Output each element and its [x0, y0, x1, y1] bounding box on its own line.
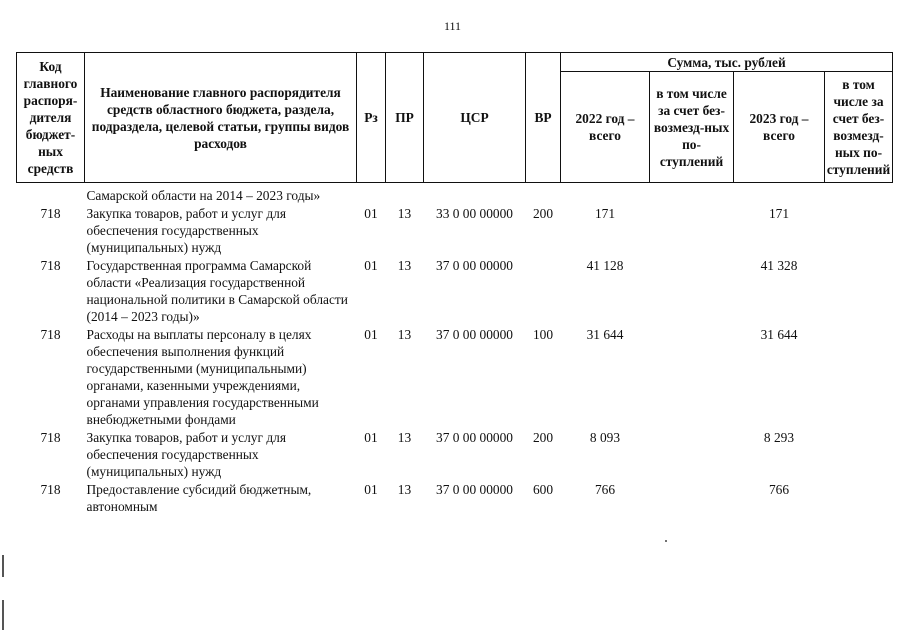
header-code: Код главного распоря-дителя бюджет-ных средств — [17, 53, 85, 183]
cell-pr: 13 — [397, 482, 412, 497]
cell-2022-total: 41 128 — [586, 258, 624, 273]
scan-speck — [665, 540, 667, 542]
cell-rz: 01 — [364, 327, 378, 342]
cell-vr — [526, 256, 561, 325]
cell-csr: 37 0 00 00000 — [436, 482, 513, 497]
cell-pr: 13 — [397, 206, 412, 221]
cell-rz: 01 — [364, 258, 378, 273]
cell-rz: 01 — [364, 206, 378, 221]
cell-name: Закупка товаров, работ и услуг для обеспечения государственных (муниципальных) нужд — [86, 430, 286, 479]
cell-vr: 200 — [532, 430, 554, 445]
cell-2023-total: 31 644 — [760, 327, 798, 342]
cell-2022-free — [650, 256, 734, 325]
cell-2023-total: 171 — [768, 206, 790, 221]
cell-csr: 37 0 00 00000 — [436, 327, 513, 342]
header-2022-free: в том числе за счет без-возмезд-ных по-ступлений — [650, 72, 734, 183]
page-number: 111 — [443, 19, 462, 33]
cell-pr: 13 — [397, 430, 412, 445]
cell-name: Государственная программа Самарской области «Реализация государственной национальной политики в Самарской области (2014 – 2023 годы)» — [86, 258, 348, 324]
cell-2022-total: 766 — [594, 482, 616, 497]
continuation-text: Самарской области на 2014 – 2023 годы» — [86, 188, 321, 203]
cell-2023-total: 8 293 — [763, 430, 795, 445]
cell-2022-total: 171 — [594, 206, 616, 221]
scan-edge-mark — [2, 555, 4, 577]
table-row — [17, 480, 893, 515]
header-2023-free: в том числе за счет без-возмезд-ных по-ступлений — [825, 72, 893, 183]
cell-2023-free — [825, 480, 893, 515]
cell-2023-free — [825, 256, 893, 325]
table-row — [17, 428, 893, 480]
header-pr: ПР — [386, 53, 424, 183]
continuation-row — [17, 183, 893, 205]
cell-csr: 33 0 00 00000 — [436, 206, 513, 221]
cell-name: Закупка товаров, работ и услуг для обеспечения государственных (муниципальных) нужд — [86, 206, 286, 255]
cell-csr: 37 0 00 00000 — [436, 430, 513, 445]
cell-2022-free — [650, 325, 734, 428]
cell-vr: 600 — [532, 482, 554, 497]
cell-2023-free — [825, 204, 893, 256]
header-2023-total: 2023 год – всего — [734, 72, 825, 183]
cell-pr: 13 — [397, 258, 412, 273]
header-vr: ВР — [526, 53, 561, 183]
cell-name: Расходы на выплаты персоналу в целях обеспечения выполнения функций государственными (муниципальными) органами, казенными учреждениями, органами управления государственными внебюджетными фондами — [86, 327, 319, 427]
cell-code: 718 — [40, 206, 61, 221]
cell-2022-free — [650, 428, 734, 480]
table-row — [17, 204, 893, 256]
cell-2023-free — [825, 428, 893, 480]
cell-2022-free — [650, 480, 734, 515]
cell-2022-total: 31 644 — [586, 327, 624, 342]
cell-rz: 01 — [364, 482, 378, 497]
cell-vr: 100 — [532, 327, 554, 342]
cell-csr: 37 0 00 00000 — [436, 258, 513, 273]
cell-vr: 200 — [532, 206, 554, 221]
cell-2023-free — [825, 325, 893, 428]
cell-name: Предоставление субсидий бюджетным, автономным — [86, 482, 312, 514]
cell-2023-total: 766 — [768, 482, 790, 497]
cell-2022-total: 8 093 — [589, 430, 621, 445]
cell-code: 718 — [40, 327, 61, 342]
header-csr: ЦСР — [424, 53, 526, 183]
header-2022-total: 2022 год – всего — [561, 72, 650, 183]
cell-rz: 01 — [364, 430, 378, 445]
header-name: Наименование главного распорядителя средств областного бюджета, раздела, подраздела, целевой статьи, группы видов расходов — [85, 53, 357, 183]
table-header — [17, 53, 893, 183]
cell-2023-total: 41 328 — [760, 258, 798, 273]
cell-2022-free — [650, 204, 734, 256]
table-row — [17, 256, 893, 325]
cell-code: 718 — [40, 430, 61, 445]
table-body — [17, 183, 893, 516]
header-sum-group: Сумма, тыс. рублей — [561, 53, 893, 72]
cell-code: 718 — [40, 258, 61, 273]
scan-edge-mark — [2, 600, 4, 630]
table-row — [17, 325, 893, 428]
cell-pr: 13 — [397, 327, 412, 342]
budget-table — [16, 52, 893, 515]
header-rz: Рз — [357, 53, 386, 183]
cell-code: 718 — [40, 482, 61, 497]
